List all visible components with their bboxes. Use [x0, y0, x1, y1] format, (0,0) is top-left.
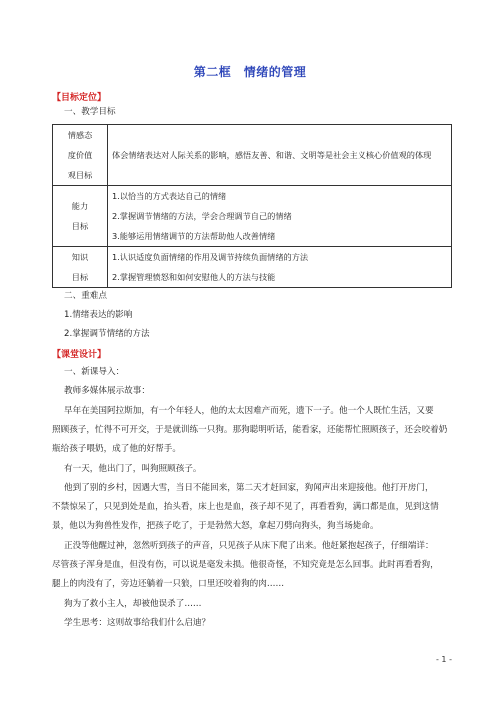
story-paragraph-line: 不禁惊呆了，只见到处是血，抬头看，床上也是血，孩子却不见了，再看看狗，满口都是血，见到这情	[52, 502, 439, 512]
goal-item: 体会情绪表达对人际关系的影响，感悟友善、和谐、文明等是社会主义核心价值观的体现	[112, 150, 432, 160]
story-paragraph-line: 正没等他醒过神，忽然听到孩子的声音，只见孩子从床下爬了出来。他赶紧抱起孩子，仔细端详：	[64, 541, 434, 551]
goal-description-cell	[108, 247, 452, 288]
student-think-prompt: 学生思考：这则故事给我们什么启迪？	[64, 618, 211, 628]
goal-item: 2.掌握管理愤怒和如何安慰他人的方法与技能	[112, 272, 276, 282]
page-number: - 1 -	[436, 655, 452, 664]
goal-item: 2.掌握调节情绪的方法，学会合理调节自己的情绪	[112, 211, 292, 221]
story-paragraph-line: 他到了别的乡村，因遇大雪，当日不能回来，第二天才赶回家，狗闻声出来迎接他。他打开房门，	[64, 483, 434, 493]
table-row	[53, 186, 452, 247]
story-paragraph-line: 尽管孩子浑身是血，但没有伤，可以说是毫发未损。他很奇怪，不知究竟是怎么回事。此时再看看狗，	[52, 560, 439, 570]
goals-table	[52, 124, 452, 288]
story-paragraph-line: 狗为了救小主人，却被他误杀了……	[64, 599, 202, 609]
story-paragraph-line: 早年在美国阿拉斯加，有一个年轻人，他的太太因难产而死，遗下一子。他一个人既忙生活，又要	[64, 406, 434, 416]
goal-category-cell	[53, 247, 108, 288]
table-row	[53, 125, 452, 186]
table-row	[53, 247, 452, 288]
goal-description-cell	[108, 125, 452, 186]
goal-category-line: 能力	[71, 201, 89, 211]
new-lesson-heading: 一、新课导入：	[64, 367, 125, 377]
goal-category-line: 目标	[71, 221, 89, 231]
section-design-label: 【课堂设计】	[52, 350, 107, 360]
key-points-heading: 二、重难点	[64, 291, 107, 301]
story-paragraph-line: 腿上的肉没有了，旁边还躺着一只狼，口里还咬着狗的肉……	[52, 579, 285, 589]
section-goals-label: 【目标定位】	[52, 93, 107, 103]
goal-category-line: 知识	[71, 252, 89, 262]
story-paragraph-line: 景，他以为狗兽性发作，把孩子吃了，于是勃然大怒，拿起刀劈向狗头，狗当场毙命。	[52, 521, 379, 531]
goal-item: 1.以恰当的方式表达自己的情绪	[112, 191, 227, 201]
goal-category-cell	[53, 125, 108, 186]
teacher-intro-text: 教师多媒体展示故事：	[64, 386, 150, 396]
goal-category-line: 情感态	[67, 130, 93, 140]
goal-category-cell	[53, 186, 108, 247]
key-point-item: 1.情绪表达的影响	[64, 310, 133, 320]
teaching-goals-heading: 一、教学目标	[64, 107, 116, 117]
goal-category-line: 度价值	[67, 150, 93, 160]
story-paragraph-line: 瓶给孩子喂奶，成了他的好帮手。	[52, 444, 181, 454]
goal-category-line: 观目标	[67, 170, 93, 180]
story-paragraph-line: 照顾孩子，忙得不可开交，于是就训练一只狗。那狗聪明听话，能看家，还能帮忙照顾孩子，还会咬着奶	[52, 425, 448, 435]
goal-category-line: 目标	[71, 272, 89, 282]
story-paragraph-line: 有一天，他出门了，叫狗照顾孩子。	[64, 464, 202, 474]
goal-description-cell	[108, 186, 452, 247]
goal-item: 3.能够运用情绪调节的方法帮助他人改善情绪	[112, 231, 276, 241]
document-title: 第二框 情绪的管理	[193, 65, 307, 79]
key-point-item: 2.掌握调节情绪的方法	[64, 329, 150, 339]
goal-item: 1.认识适度负面情绪的作用及调节持续负面情绪的方法	[112, 252, 309, 262]
